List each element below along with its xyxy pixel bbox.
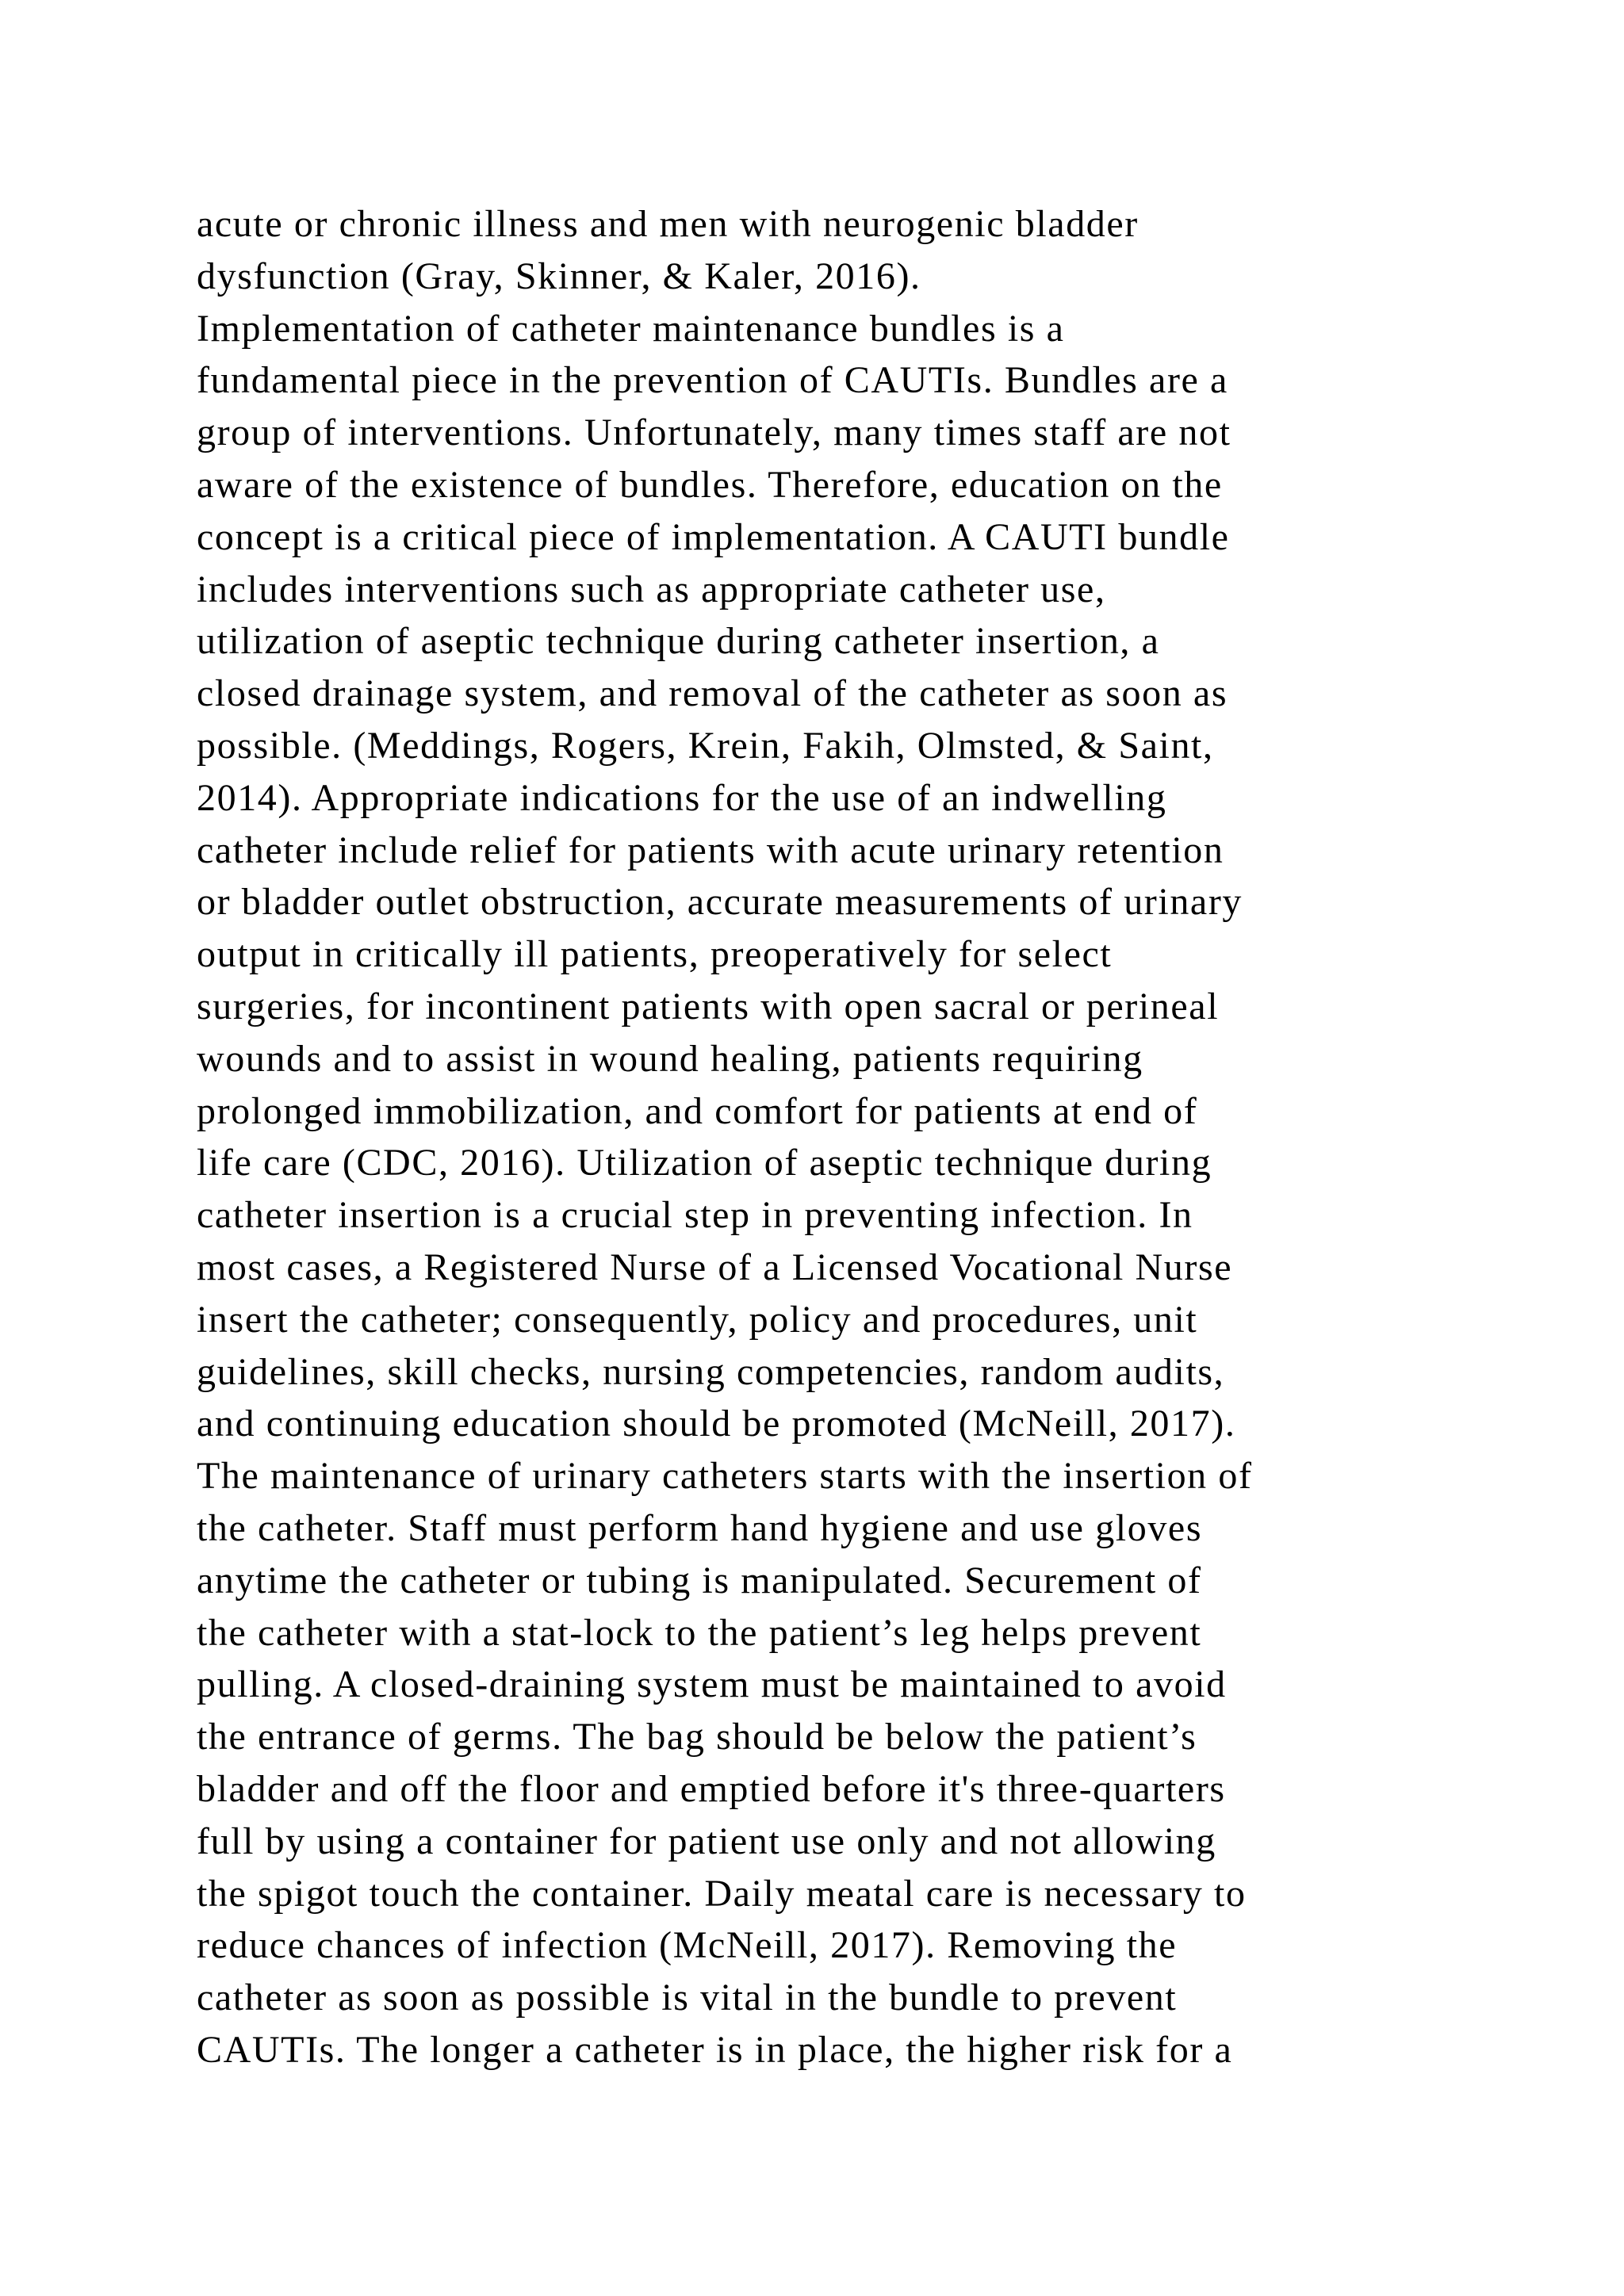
text-line: acute or chronic illness and men with neurogenic bladder bbox=[197, 203, 1139, 245]
text-line: catheter as soon as possible is vital in the bundle to prevent bbox=[197, 1976, 1178, 2019]
text-line: CAUTIs. The longer a catheter is in place, the higher risk for a bbox=[197, 2028, 1233, 2071]
text-line: Implementation of catheter maintenance bundles is a bbox=[197, 307, 1065, 350]
text-line: anytime the catheter or tubing is manipulated. Securement of bbox=[197, 1559, 1202, 1601]
text-line: the catheter with a stat-lock to the patient’s leg helps prevent bbox=[197, 1611, 1202, 1654]
text-line: reduce chances of infection (McNeill, 2017). Removing the bbox=[197, 1924, 1178, 1967]
body-text bbox=[197, 198, 1624, 2076]
text-line: prolonged immobilization, and comfort for patients at end of bbox=[197, 1089, 1198, 1132]
text-line: the entrance of germs. The bag should be below the patient’s bbox=[197, 1716, 1197, 1758]
text-line: catheter include relief for patients with acute urinary retention bbox=[197, 828, 1224, 871]
text-line: utilization of aseptic technique during catheter insertion, a bbox=[197, 620, 1160, 663]
text-line: full by using a container for patient use only and not allowing bbox=[197, 1820, 1216, 1862]
text-line: the spigot touch the container. Daily meatal care is necessary to bbox=[197, 1872, 1247, 1915]
text-line: the catheter. Staff must perform hand hygiene and use gloves bbox=[197, 1506, 1203, 1549]
text-line: most cases, a Registered Nurse of a Licensed Vocational Nurse bbox=[197, 1246, 1233, 1288]
text-line: 2014). Appropriate indications for the use of an indwelling bbox=[197, 776, 1167, 819]
text-line: aware of the existence of bundles. Therefore, education on the bbox=[197, 463, 1223, 506]
text-line: The maintenance of urinary catheters starts with the insertion of bbox=[197, 1455, 1253, 1498]
text-line: bladder and off the floor and emptied before it's three-quarters bbox=[197, 1767, 1226, 1810]
text-line: output in critically ill patients, preoperatively for select bbox=[197, 933, 1113, 976]
text-line: possible. (Meddings, Rogers, Krein, Fakih, Olmsted, & Saint, bbox=[197, 724, 1214, 767]
text-line: includes interventions such as appropriate catheter use, bbox=[197, 568, 1106, 610]
text-line: concept is a critical piece of implementation. A CAUTI bundle bbox=[197, 515, 1230, 558]
text-line: fundamental piece in the prevention of CAUTIs. Bundles are a bbox=[197, 359, 1228, 402]
text-line: or bladder outlet obstruction, accurate measurements of urinary bbox=[197, 881, 1243, 924]
text-line: pulling. A closed-draining system must be maintained to avoid bbox=[197, 1663, 1227, 1706]
text-line: group of interventions. Unfortunately, many times staff are not bbox=[197, 411, 1231, 454]
text-line: surgeries, for incontinent patients with open sacral or perineal bbox=[197, 985, 1220, 1027]
text-line: closed drainage system, and removal of the catheter as soon as bbox=[197, 672, 1228, 715]
text-line: insert the catheter; consequently, policy and procedures, unit bbox=[197, 1298, 1198, 1341]
text-line: and continuing education should be promoted (McNeill, 2017). bbox=[197, 1402, 1236, 1445]
text-line: guidelines, skill checks, nursing competencies, random audits, bbox=[197, 1350, 1225, 1393]
text-line: catheter insertion is a crucial step in preventing infection. In bbox=[197, 1194, 1193, 1237]
text-line: life care (CDC, 2016). Utilization of aseptic technique during bbox=[197, 1142, 1212, 1184]
text-line: wounds and to assist in wound healing, patients requiring bbox=[197, 1037, 1143, 1080]
text-line: dysfunction (Gray, Skinner, & Kaler, 2016). bbox=[197, 254, 921, 297]
